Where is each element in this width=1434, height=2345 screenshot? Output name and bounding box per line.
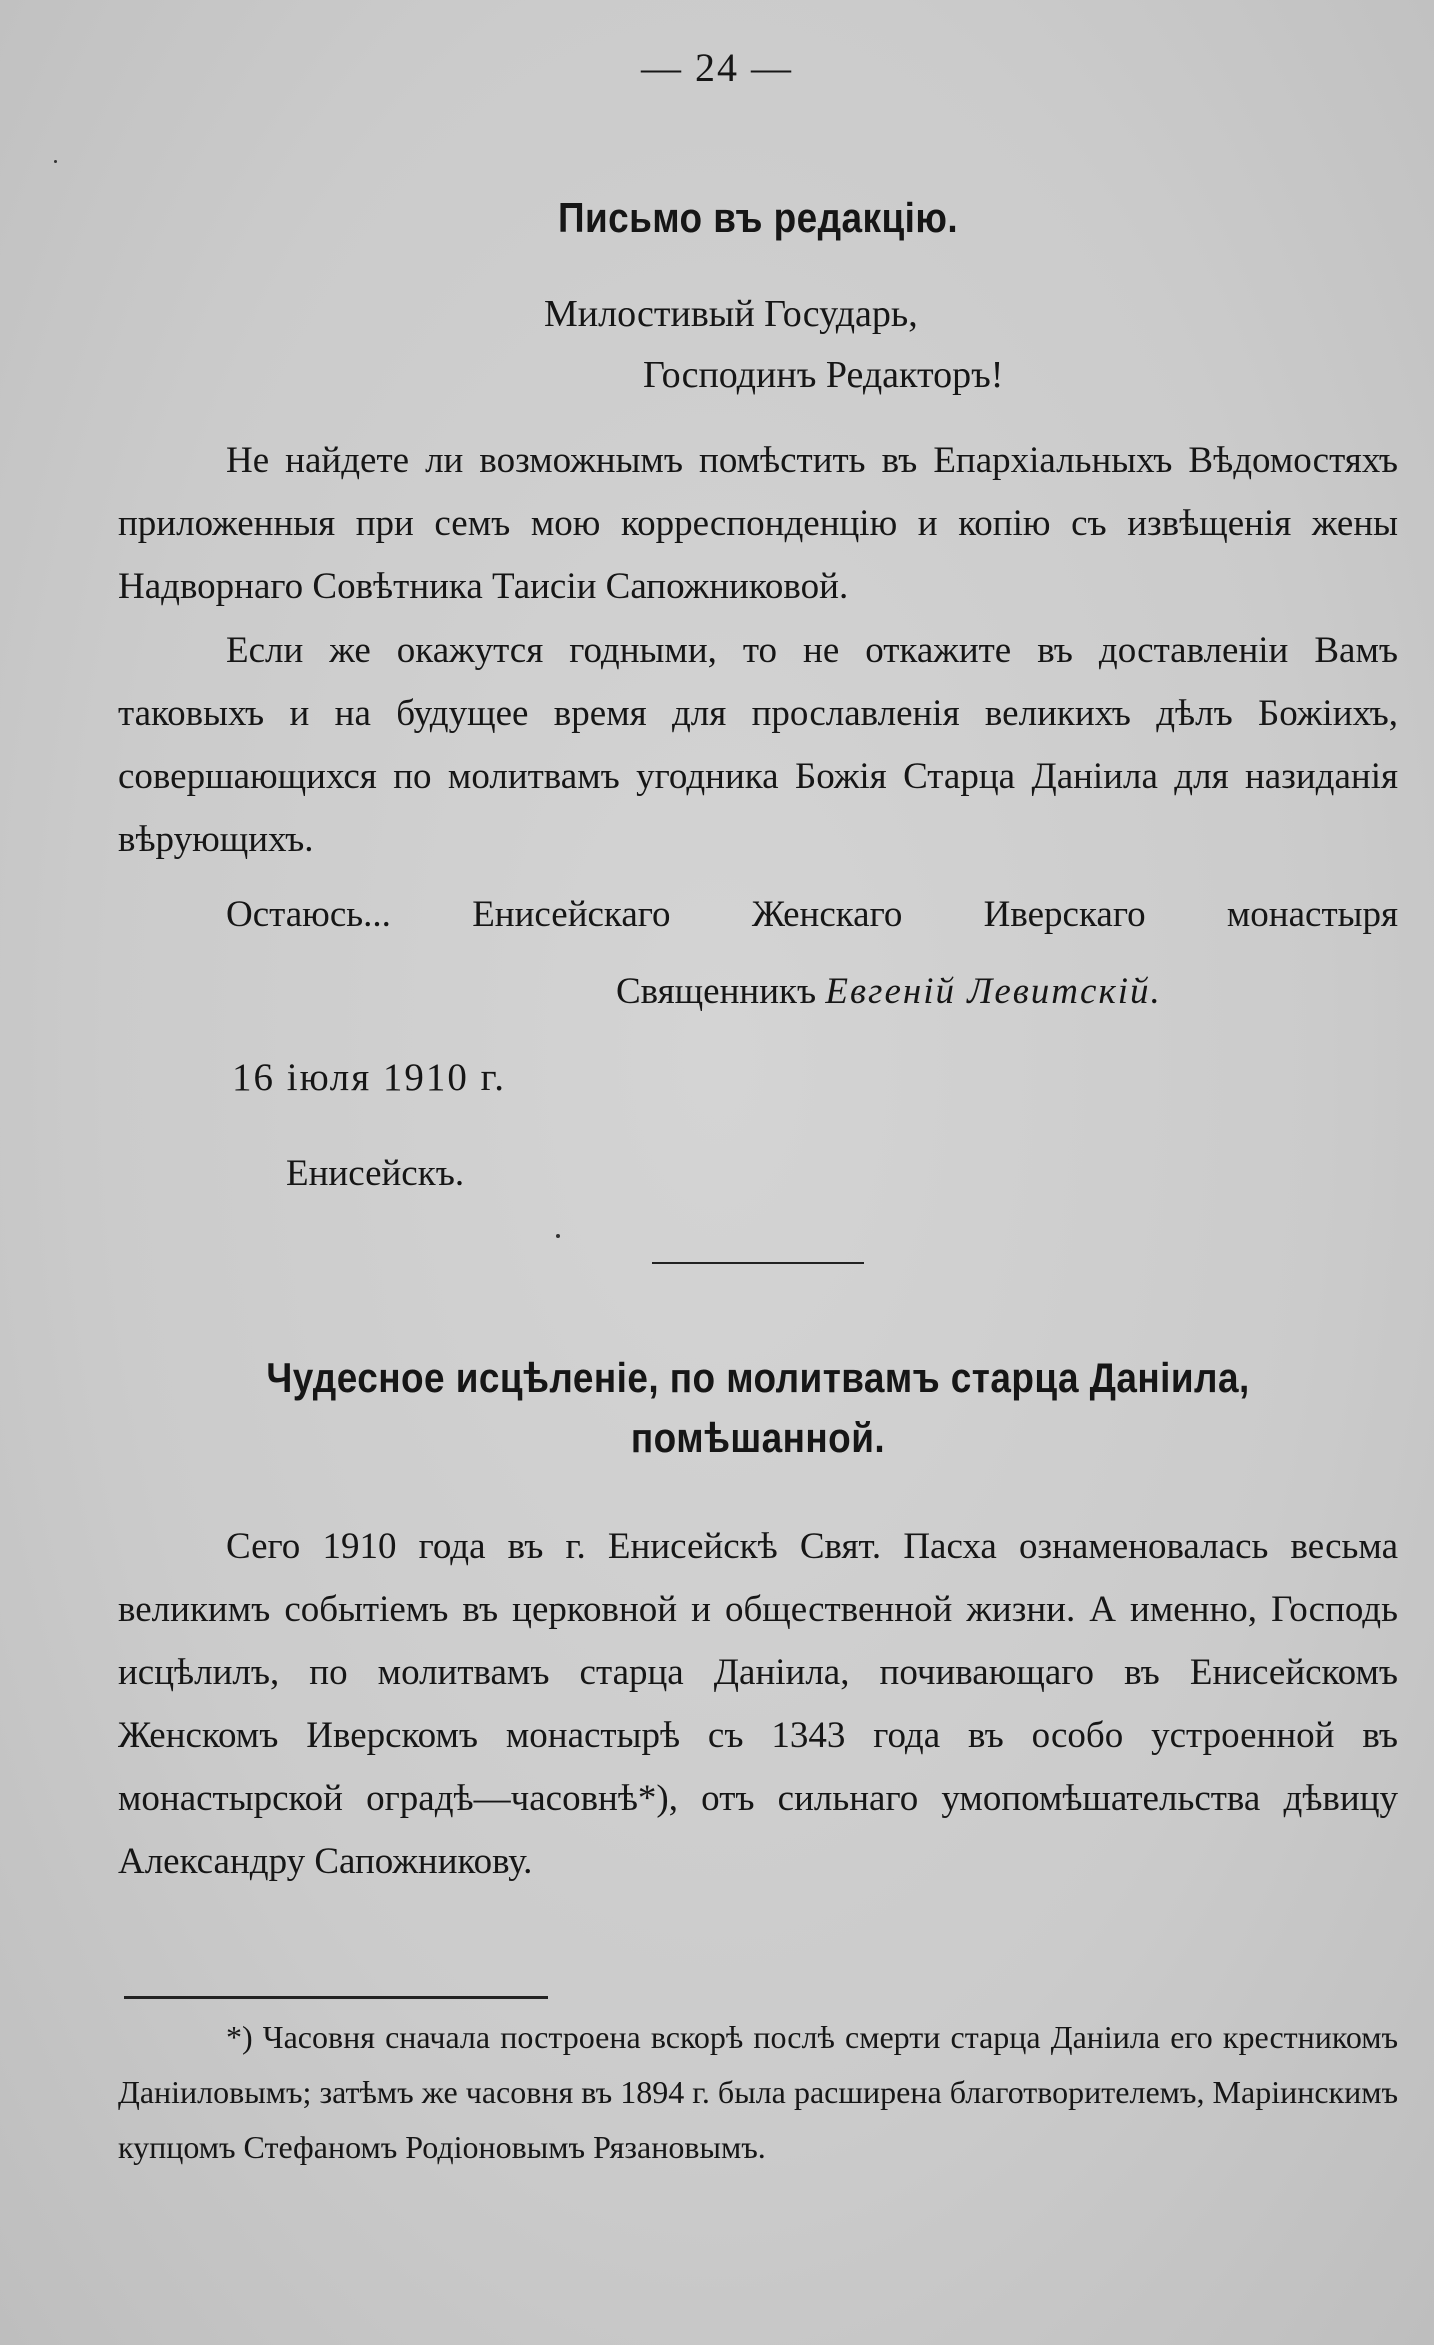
article-heading: Чудесное исцѣленіе, по молитвамъ старца Даніила, помѣшанной. xyxy=(266,1354,1250,1461)
page-number: — 24 — xyxy=(641,45,793,90)
print-speck xyxy=(54,160,57,163)
letter-paragraph-2: Если же окажутся годными, то не откажите въ доставленіи Вамъ таковыхъ и на будущее время для прославленія великихъ дѣлъ Божіихъ, совершающихся по молитвамъ угодника Божія Старца Даніила для назиданія вѣрующихъ. xyxy=(118,630,1398,860)
priest-title: Священникъ xyxy=(616,971,817,1012)
article-paragraph: Сего 1910 года въ г. Енисейскѣ Свят. Пасха ознаменовалась весьма великимъ событіемъ въ церковной и общественной жизни. А именно, Господь исцѣлилъ, по молитвамъ старца Даніила, почивающаго въ Енисейскомъ Женскомъ Иверскомъ монастырѣ съ 1343 года въ особо устроенной въ монастырской оградѣ—часовнѣ*), отъ сильнаго умопомѣшательства дѣвицу Александру Сапожникову. xyxy=(118,1526,1398,1882)
letter-closing: Остаюсь... Енисейскаго Женскаго Иверскаго монастыря xyxy=(226,894,1398,935)
letter-paragraph-1: Не найдете ли возможнымъ помѣстить въ Епархіальныхъ Вѣдомостяхъ приложенныя при семъ мою корреспонденцію и копію съ извѣщенія жены Надворнаго Совѣтника Таисіи Сапожниковой. xyxy=(118,440,1398,607)
letter-place: Енисейскъ. xyxy=(286,1153,465,1194)
print-speck xyxy=(556,1234,560,1238)
salutation-line-2: Господинъ Редакторъ! xyxy=(643,354,1004,396)
letter-heading: Письмо въ редакцію. xyxy=(557,194,959,241)
priest-name: Евгеній Левитскій. xyxy=(825,971,1162,1012)
section-divider xyxy=(652,1262,864,1264)
footnote: *) Часовня сначала построена вскорѣ послѣ смерти старца Даніила его крестникомъ Даніиловымъ; затѣмъ же часовня въ 1894 г. была расширена благотворителемъ, Маріинскимъ купцомъ Стефаномъ Родіоновымъ Рязановымъ. xyxy=(118,2019,1398,2165)
salutation-line-1: Милостивый Государь, xyxy=(544,293,918,335)
signature xyxy=(616,970,1162,1013)
letter-date: 16 іюля 1910 г. xyxy=(232,1056,506,1099)
footnote-rule xyxy=(124,1996,548,1999)
